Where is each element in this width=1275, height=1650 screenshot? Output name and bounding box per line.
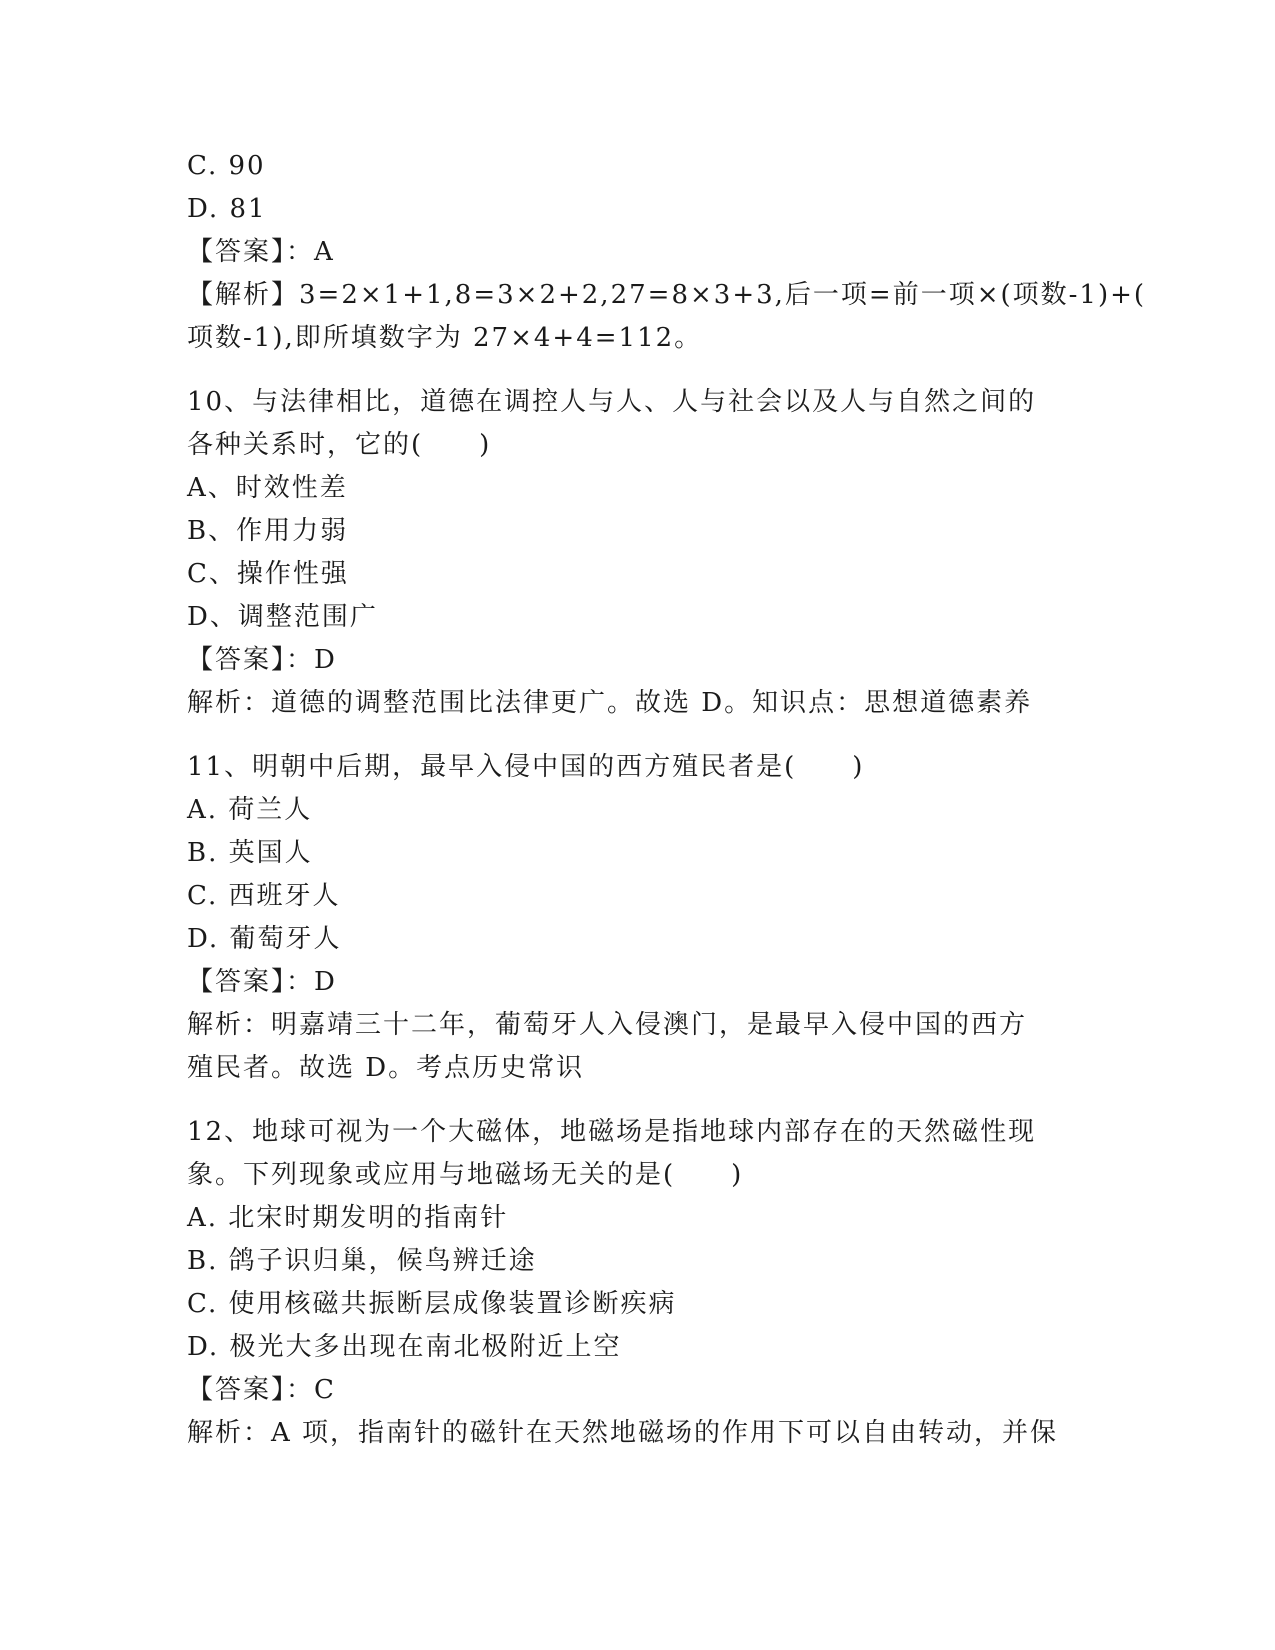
explanation-line-1: 【解析】3=2×1+1,8=3×2+2,27=8×3+3,后一项=前一项×(项数-1)+( — [187, 280, 1147, 310]
option-b: B. 英国人 — [187, 838, 313, 868]
option-d: D. 81 — [187, 194, 267, 224]
option-d: D. 葡萄牙人 — [187, 924, 342, 954]
answer-line: 【答案】：C — [187, 1375, 336, 1405]
option-b: B. 鸽子识归巢，候鸟辨迁途 — [187, 1246, 537, 1276]
question-stem-line-2: 各种关系时，它的( ) — [187, 430, 492, 460]
answer-line: 【答案】：D — [187, 967, 337, 997]
question-12 — [187, 1111, 1087, 1455]
explanation-line-1: 解析：道德的调整范围比法律更广。故选 D。知识点：思想道德素养 — [187, 688, 1033, 718]
question-9-tail — [187, 145, 1147, 360]
option-a: A. 荷兰人 — [187, 795, 313, 825]
question-stem-line-1: 12、地球可视为一个大磁体，地磁场是指地球内部存在的天然磁性现 — [187, 1117, 1037, 1147]
option-c: C. 使用核磁共振断层成像装置诊断疾病 — [187, 1289, 677, 1319]
explanation-line-2: 殖民者。故选 D。考点历史常识 — [187, 1053, 585, 1083]
question-gap — [187, 1090, 1087, 1111]
option-c: C. 90 — [187, 151, 266, 181]
option-a: A. 北宋时期发明的指南针 — [187, 1203, 509, 1233]
explanation-line-1: 解析：明嘉靖三十二年，葡萄牙人入侵澳门，是最早入侵中国的西方 — [187, 1010, 1028, 1040]
question-stem-line-1: 11、明朝中后期，最早入侵中国的西方殖民者是( ) — [187, 752, 865, 782]
question-gap — [187, 725, 1087, 746]
explanation-line-2: 项数-1),即所填数字为 27×4+4=112。 — [187, 323, 703, 353]
answer-line: 【答案】：D — [187, 645, 337, 675]
question-10 — [187, 381, 1087, 725]
option-c: C. 西班牙人 — [187, 881, 341, 911]
question-stem-line-2: 象。下列现象或应用与地磁场无关的是( ) — [187, 1160, 744, 1190]
option-d: D、调整范围广 — [187, 602, 378, 632]
document-page — [187, 145, 1147, 1455]
option-c: C、操作性强 — [187, 559, 349, 589]
question-gap — [187, 360, 1087, 381]
option-b: B、作用力弱 — [187, 516, 349, 546]
option-d: D. 极光大多出现在南北极附近上空 — [187, 1332, 622, 1362]
explanation-line-1: 解析：A 项，指南针的磁针在天然地磁场的作用下可以自由转动，并保 — [187, 1418, 1059, 1448]
option-a: A、时效性差 — [187, 473, 348, 503]
question-11 — [187, 746, 1087, 1090]
answer-line: 【答案】：A — [187, 237, 335, 267]
question-stem-line-1: 10、与法律相比，道德在调控人与人、人与社会以及人与自然之间的 — [187, 387, 1037, 417]
